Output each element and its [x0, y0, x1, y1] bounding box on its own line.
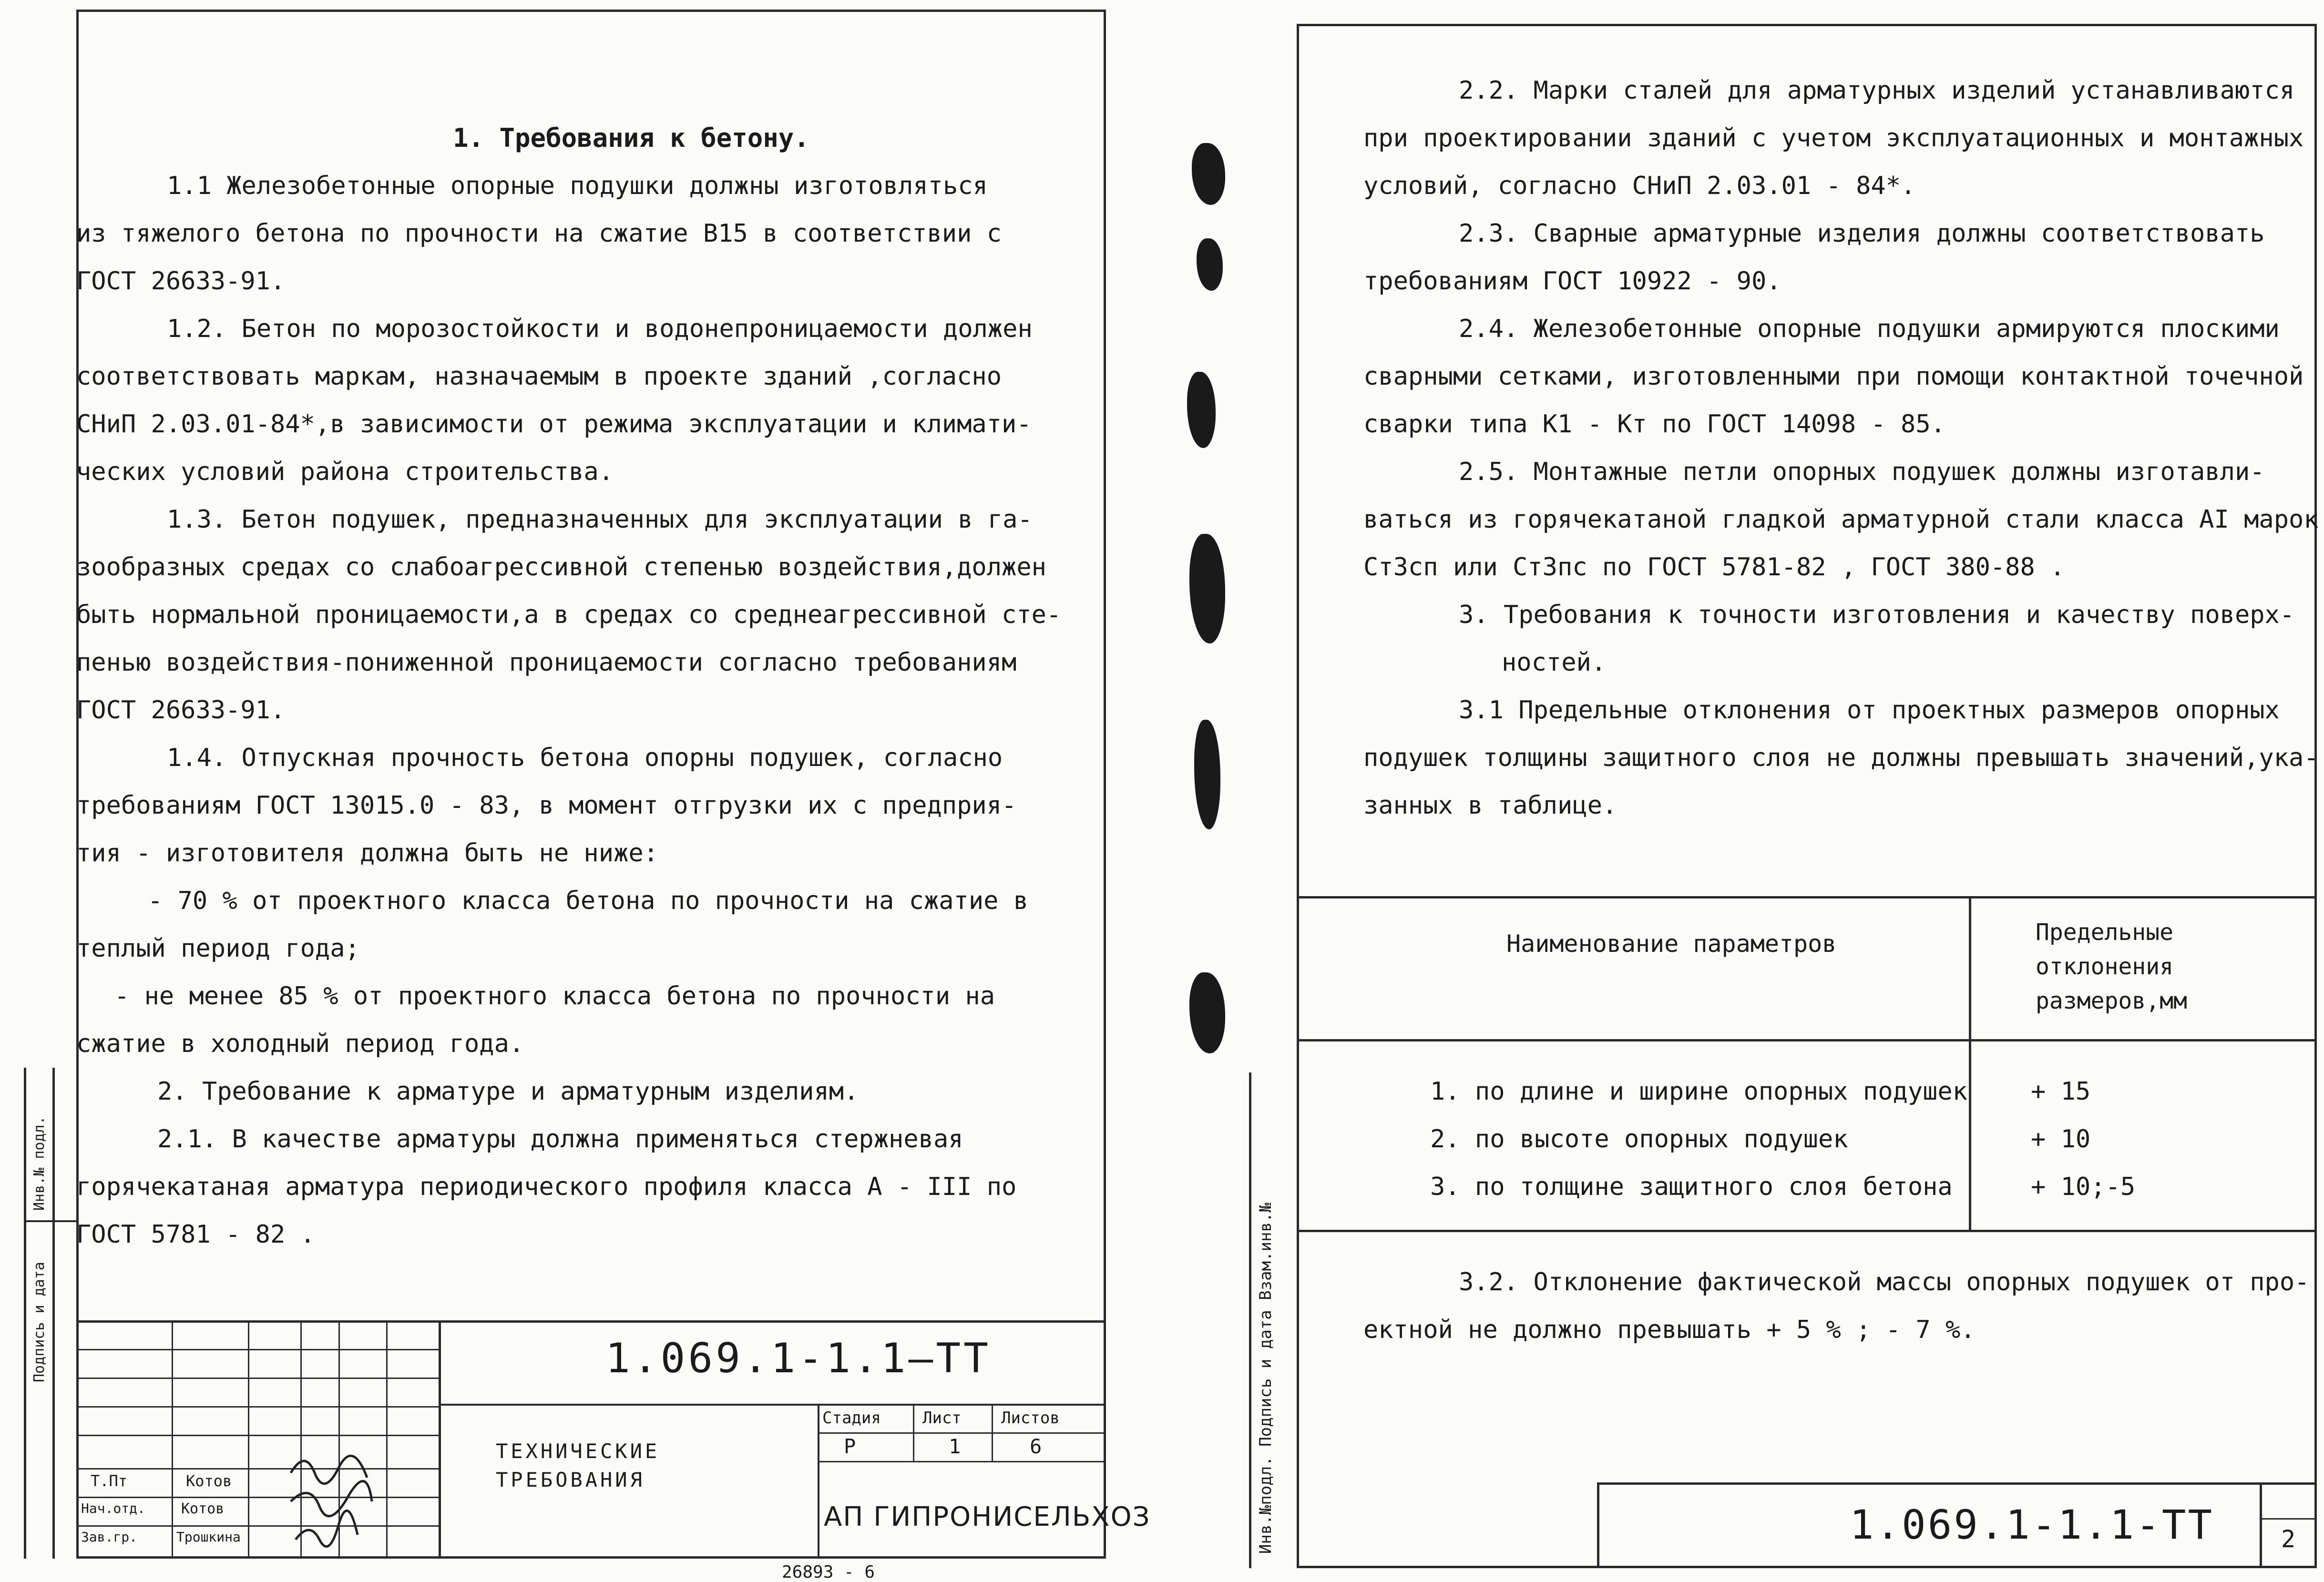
binding-mark-3 [1187, 372, 1216, 448]
left-text-line: 1.2. Бетон по морозостойкости и водонепроницаемости должен [167, 315, 1033, 343]
left-stamp-title2: ТРЕБОВАНИЯ [496, 1468, 645, 1491]
left-text-line: 2. Требование к арматуре и арматурным изделиям. [157, 1077, 859, 1106]
binding-mark-4 [1189, 534, 1225, 643]
table-header-dev-3: размеров,мм [2036, 988, 2187, 1014]
left-text-line: ческих условий района строительства. [76, 458, 614, 486]
left-stamp-title1: ТЕХНИЧЕСКИЕ [496, 1439, 660, 1463]
name-1: Котов [186, 1472, 232, 1490]
left-text-line: ГОСТ 26633-91. [76, 267, 286, 296]
org-name: АП ГИПРОНИСЕЛЬХОЗ [824, 1501, 1151, 1532]
stamp-vcol2 [248, 1320, 249, 1559]
right-after-1: 3.2. Отклонение фактической массы опорных подушек от про- [1459, 1268, 2310, 1296]
left-text-line: требованиям ГОСТ 13015.0 - 83, в момент отгрузки их с предприя- [76, 791, 1017, 820]
left-text-line: - 70 % от проектного класса бетона по прочности на сжатие в [148, 887, 1029, 915]
stamp-values-line [818, 1461, 1106, 1462]
stamp-row2 [76, 1378, 439, 1379]
table-header-param: Наименование параметров [1506, 930, 1837, 958]
sheets-header: Листов [1001, 1408, 1060, 1428]
left-text-line: - не менее 85 % от проектного класса бетона по прочности на [114, 982, 995, 1010]
table-header-dev-1: Предельные [2036, 919, 2173, 946]
stamp-vcol1 [172, 1320, 173, 1559]
table-row-1-dev: + 15 [2031, 1077, 2091, 1106]
right-text-line: занных в таблице. [1363, 791, 1618, 820]
right-stamp-div [2260, 1482, 2262, 1568]
role-1: Т.Пт [91, 1472, 128, 1490]
sheets-value: 6 [1030, 1435, 1042, 1458]
table-bottom [1297, 1230, 2317, 1232]
right-stamp-top [1597, 1482, 2317, 1485]
stamp-header-line [818, 1432, 1106, 1434]
role-2: Нач.отд. [81, 1500, 145, 1516]
stamp-code-line [439, 1404, 1106, 1406]
binding-mark-6 [1189, 972, 1225, 1053]
stamp-col2 [992, 1404, 993, 1461]
stamp-row4 [76, 1435, 439, 1436]
left-text-line: СНиП 2.03.01-84*,в зависимости от режима эксплуатации и климати- [76, 410, 1032, 439]
right-margin-strip [1249, 1072, 1251, 1568]
left-text-line: теплый период года; [76, 934, 360, 963]
table-header-dev-2: отклонения [2036, 953, 2173, 980]
right-text-line: при проектировании зданий с учетом эксплуатационных и монтажных [1363, 124, 2304, 153]
name-2: Котов [181, 1500, 225, 1517]
right-text-line: требованиям ГОСТ 10922 - 90. [1363, 267, 1781, 296]
table-top [1297, 896, 2317, 898]
binding-mark-2 [1197, 238, 1223, 291]
right-text-line: условий, согласно СНиП 2.03.01 - 84*. [1363, 172, 1916, 200]
left-text-line: соответствовать маркам, назначаемым в проекте зданий ,согласно [76, 362, 1002, 391]
left-text-line: тия - изготовителя должна быть не ниже: [76, 839, 658, 868]
left-heading: 1. Требования к бетону. [453, 123, 809, 153]
table-row-2-dev: + 10 [2031, 1125, 2091, 1153]
name-3: Трошкина [176, 1529, 241, 1545]
left-text-line: ГОСТ 5781 - 82 . [76, 1220, 315, 1249]
right-text-line: сварки типа К1 - Кт по ГОСТ 14098 - 85. [1363, 410, 1945, 439]
right-after-2: ектной не должно превышать + 5 % ; - 7 %. [1363, 1316, 1976, 1344]
right-stamp-sheet-line [2260, 1518, 2317, 1520]
right-text-line: ностей. [1502, 648, 1607, 677]
stamp-top-line [76, 1320, 1106, 1323]
margin-strip-sep [24, 1220, 76, 1222]
right-text-line: 2.5. Монтажные петли опорных подушек должны изготавли- [1459, 458, 2265, 486]
signatures [286, 1444, 391, 1554]
stage-value: Р [844, 1435, 856, 1458]
left-text-line: зообразных средах со слабоагрессивной степенью воздействия,должен [76, 553, 1046, 582]
stamp-col1 [913, 1404, 914, 1461]
left-text-line: 1.3. Бетон подушек, предназначенных для эксплуатации в га- [167, 505, 1033, 534]
stage-header: Стадия [822, 1408, 881, 1428]
table-row-2-param: 2. по высоте опорных подушек [1430, 1125, 1848, 1153]
left-text-line: горячекатаная арматура периодического профиля класса А - III по [76, 1173, 1017, 1201]
role-3: Зав.гр. [81, 1529, 138, 1545]
sheet-header: Лист [922, 1408, 962, 1428]
stamp-divider [439, 1320, 441, 1559]
left-text-line: ГОСТ 26633-91. [76, 696, 286, 725]
bottom-note: 26893 - 6 [782, 1562, 875, 1582]
left-stamp-code: 1.069.1-1.1—ТТ [605, 1335, 991, 1382]
table-row-1-param: 1. по длине и ширине опорных подушек [1430, 1077, 1968, 1106]
table-row-3-dev: + 10;-5 [2031, 1173, 2136, 1201]
right-stamp-code: 1.069.1-1.1-ТТ [1850, 1501, 2214, 1548]
left-text-line: 1.4. Отпускная прочность бетона опорны подушек, согласно [167, 744, 1003, 772]
right-text-line: 3.1 Предельные отклонения от проектных размеров опорных [1459, 696, 2280, 725]
stamp-org-divider [818, 1404, 819, 1559]
left-text-line: сжатие в холодный период года. [76, 1030, 524, 1058]
margin-strip-left [24, 1068, 26, 1559]
right-text-line: 2.4. Железобетонные опорные подушки армируются плоскими [1459, 315, 2280, 343]
right-text-line: 2.3. Сварные арматурные изделия должны соответствовать [1459, 219, 2265, 248]
binding-mark-5 [1194, 720, 1220, 829]
table-col-divider [1969, 896, 1971, 1230]
margin-label-1: Инв.№ подл. [31, 1116, 48, 1211]
margin-strip-right [52, 1068, 55, 1559]
stamp-row1 [76, 1349, 439, 1350]
stamp-row3 [76, 1406, 439, 1408]
right-text-line: сварными сетками, изготовленными при помощи контактной точечной [1363, 362, 2304, 391]
left-text-line: пенью воздействия-пониженной проницаемости согласно требованиям [76, 648, 1017, 677]
sheet-value: 1 [949, 1435, 961, 1458]
right-text-line: 3. Требования к точности изготовления и качеству поверх- [1459, 601, 2295, 629]
margin-label-2: Подпись и дата [31, 1262, 48, 1382]
binding-mark-1 [1192, 143, 1225, 205]
table-header-bottom [1297, 1039, 2317, 1041]
right-text-line: ваться из горячекатаной гладкой арматурной стали класса АI марок [1363, 505, 2319, 534]
right-text-line: 2.2. Марки сталей для арматурных изделий устанавливаются [1459, 76, 2295, 105]
right-margin-label: Инв.№подл. Подпись и дата Взам.инв.№ [1256, 1203, 1275, 1554]
right-text-line: подушек толщины защитного слоя не должны превышать значений,ука- [1363, 744, 2319, 772]
right-stamp-left [1597, 1482, 1599, 1568]
table-row-3-param: 3. по толщине защитного слоя бетона [1430, 1173, 1953, 1201]
left-text-line: 1.1 Железобетонные опорные подушки должны изготовляться [167, 172, 988, 200]
left-text-line: 2.1. В качестве арматуры должна применяться стержневая [157, 1125, 963, 1153]
right-text-line: Ст3сп или Ст3пс по ГОСТ 5781-82 , ГОСТ 380-88 . [1363, 553, 2065, 582]
right-stamp-sheet: 2 [2281, 1525, 2296, 1553]
left-text-line: быть нормальной проницаемости,а в средах со среднеагрессивной сте- [76, 601, 1062, 629]
left-text-line: из тяжелого бетона по прочности на сжатие В15 в соответствии с [76, 219, 1002, 248]
